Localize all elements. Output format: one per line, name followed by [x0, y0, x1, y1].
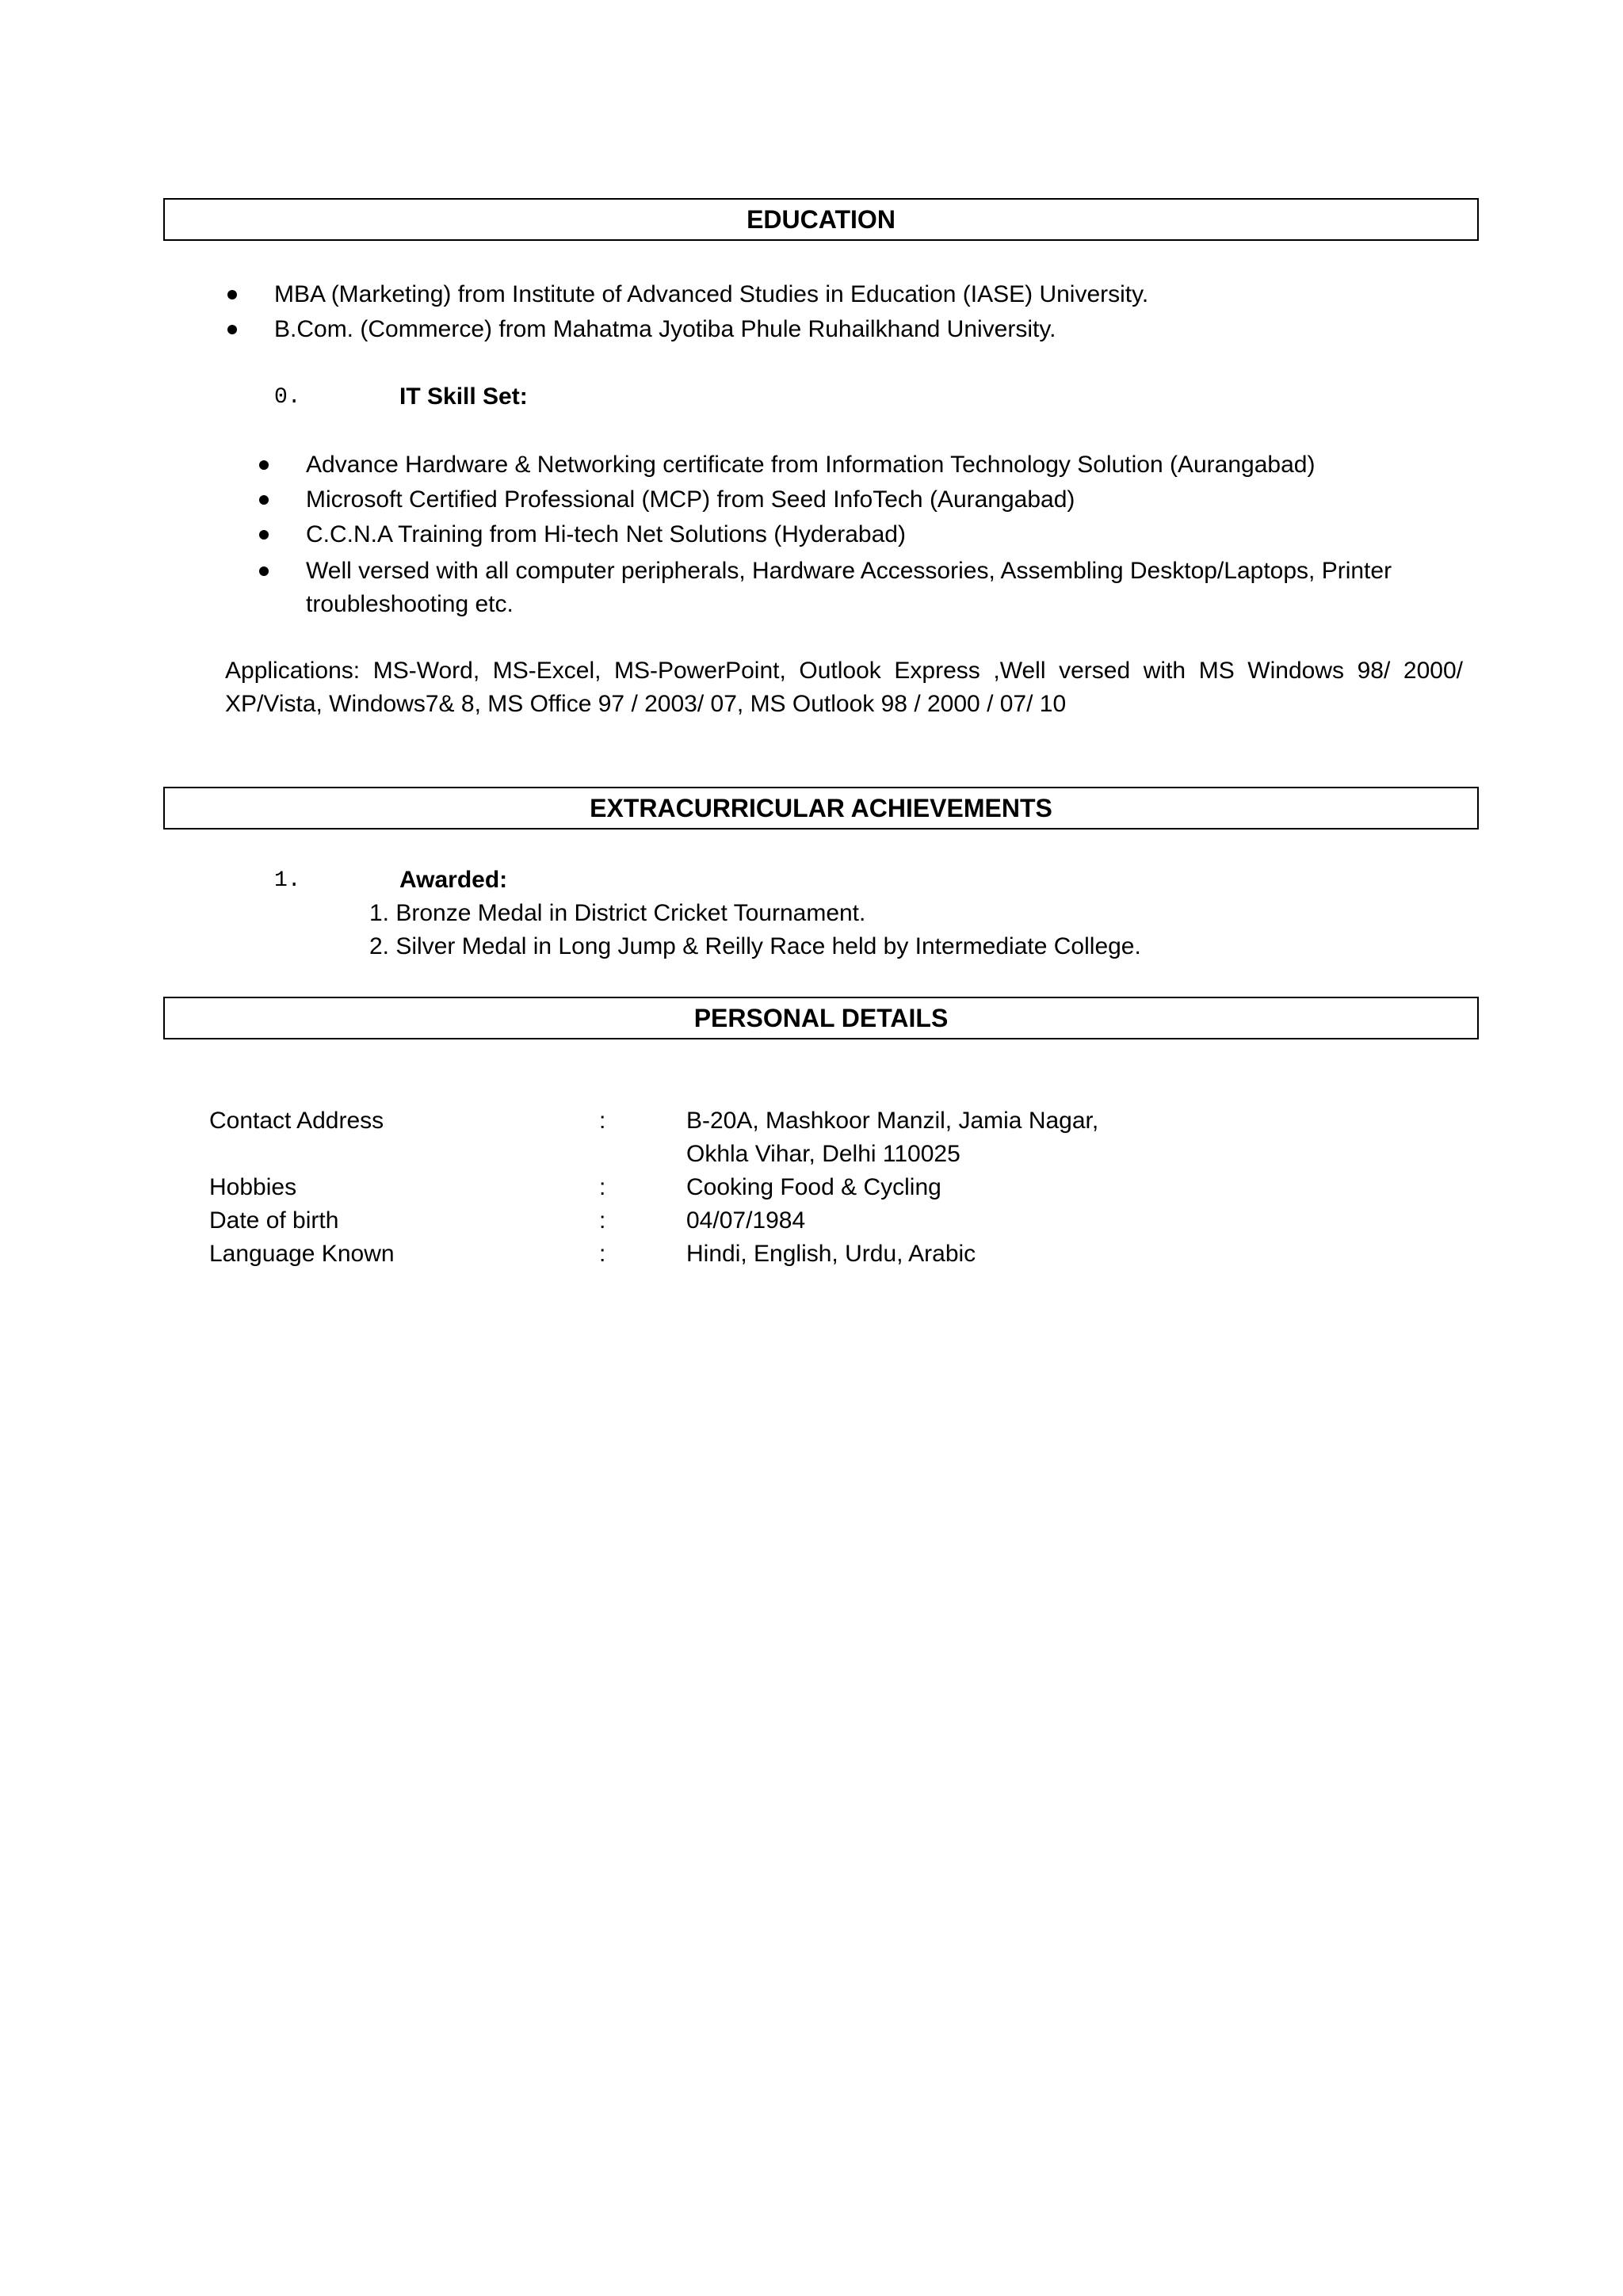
personal-details-heading: PERSONAL DETAILS: [163, 997, 1479, 1039]
awarded-heading: Awarded:: [399, 867, 508, 893]
it-skill-item: C.C.N.A Training from Hi-tech Net Solutions (Hyderabad): [306, 521, 906, 547]
extracurricular-marker: 1.: [274, 868, 301, 893]
applications-line: XP/Vista, Windows7& 8, MS Office 97 / 2003/ 07, MS Outlook 98 / 2000 / 07/ 10: [225, 691, 1067, 717]
detail-label: Hobbies: [209, 1174, 297, 1200]
extracurricular-heading: EXTRACURRICULAR ACHIEVEMENTS: [163, 787, 1479, 830]
detail-label: Contact Address: [209, 1108, 384, 1134]
detail-value-continued: Okhla Vihar, Delhi 110025: [686, 1141, 960, 1167]
award-item: 1. Bronze Medal in District Cricket Tournament.: [369, 900, 866, 926]
it-skills-heading: IT Skill Set:: [399, 383, 528, 410]
education-heading: EDUCATION: [163, 198, 1479, 241]
detail-label: Language Known: [209, 1241, 395, 1267]
detail-separator: :: [599, 1241, 606, 1267]
it-skill-item: Microsoft Certified Professional (MCP) from Seed InfoTech (Aurangabad): [306, 486, 1075, 513]
detail-value: Hindi, English, Urdu, Arabic: [686, 1241, 976, 1267]
detail-value: 04/07/1984: [686, 1207, 806, 1234]
education-item: MBA (Marketing) from Institute of Advanced Studies in Education (IASE) University.: [274, 281, 1149, 307]
bullet-icon: [259, 495, 269, 505]
bullet-icon: [259, 566, 269, 576]
detail-value: B-20A, Mashkoor Manzil, Jamia Nagar,: [686, 1108, 1099, 1134]
it-skill-item: Advance Hardware & Networking certificate from Information Technology Solution (Aurangabad): [306, 452, 1316, 478]
award-item: 2. Silver Medal in Long Jump & Reilly Race held by Intermediate College.: [369, 933, 1141, 959]
applications-line: Applications: MS-Word, MS-Excel, MS-PowerPoint, Outlook Express ,Well versed with MS Windows 98/ 2000/: [225, 658, 1463, 684]
detail-label: Date of birth: [209, 1207, 339, 1234]
bullet-icon: [227, 325, 237, 334]
bullet-icon: [259, 460, 269, 470]
it-skills-marker: 0.: [274, 385, 301, 410]
education-item: B.Com. (Commerce) from Mahatma Jyotiba Phule Ruhailkhand University.: [274, 316, 1056, 342]
it-skill-item: Well versed with all computer peripherals, Hardware Accessories, Assembling Desktop/Laptops, Printer: [306, 558, 1392, 584]
detail-separator: :: [599, 1207, 606, 1234]
bullet-icon: [227, 290, 237, 299]
bullet-icon: [259, 530, 269, 540]
detail-separator: :: [599, 1108, 606, 1134]
detail-value: Cooking Food & Cycling: [686, 1174, 941, 1200]
detail-separator: :: [599, 1174, 606, 1200]
it-skill-item-continued: troubleshooting etc.: [306, 591, 514, 617]
